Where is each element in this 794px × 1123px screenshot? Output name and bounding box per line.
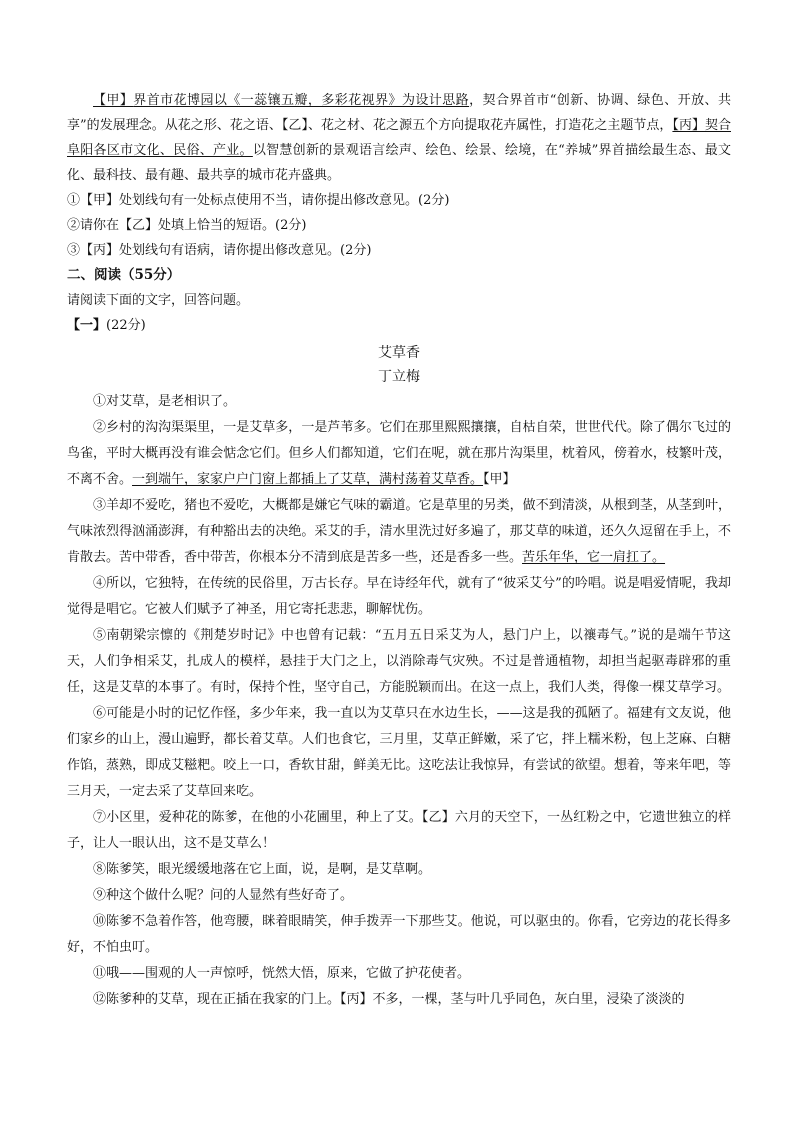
article-author: 丁立梅 <box>378 369 420 385</box>
intro-text-rest: 以智慧创新的景观语言绘声、绘色、绘景、绘境，在“养城”界首描绘最生态、最文化、最科技、最有趣、最共享的城市花卉盛典。 <box>67 143 731 183</box>
article-paragraph: ④所以，它独特，在传统的民俗里，万古长存。早在诗经年代，就有了“彼采艾兮”的吟唱。说是唱爱情呢，我却觉得是唱它。它被人们赋予了神圣，用它寄托悲悲，聊解忧伤。 <box>67 576 731 617</box>
article-paragraph: ⑧陈爹笑，眼光缓缓地落在它上面，说，是啊，是艾草啊。 <box>93 862 432 877</box>
p3-text: ③羊却不爱吃，猪也不爱吃，大概都是嫌它气味的霸道。它是草里的另类，做不到清淡，从根到茎，从茎到叶，气味浓烈得汹涌澎湃，有种豁出去的决绝。采艾的手，清水里洗过好多遍了，那艾草的味道，还久久逗留在手上，不肯散去。苦中带香，香中带苦，你根本分不清到底是苦多一些，还是香多一些。 <box>67 498 731 565</box>
question-3: ③【丙】处划线句有语病，请你提出修改意见。(2分) <box>67 243 372 258</box>
article-title: 艾草香 <box>378 345 420 361</box>
article-paragraph: ⑩陈爹不急着作答，他弯腰，眯着眼睛笑，伸手拨弄一下那些艾。他说，可以驱虫的。你看，它旁边的花长得多好，不怕虫叮。 <box>67 914 731 955</box>
part-heading <box>67 313 731 338</box>
p2-underlined: 一到端午，家家户户门窗上都插上了艾草，满村荡着艾草香。 <box>132 472 484 487</box>
article-paragraph: ⑦小区里，爱种花的陈爹，在他的小花圃里，种上了艾。【乙】六月的天空下，一丛红粉之中，它遗世独立的样子，让人一眼认出，这不是艾草么！ <box>67 810 731 851</box>
section-instruction: 请阅读下面的文字，回答问题。 <box>67 293 250 308</box>
jia-sentence: 界首市花博园以《一蕊镶五瓣，多彩花视界》为设计思路 <box>133 93 470 108</box>
article-paragraph: ⑥可能是小时的记忆作怪，多少年来，我一直以为艾草只在水边生长，——这是我的孤陋了。福建有文友说，他们家乡的山上，漫山遍野，都长着艾草。人们也食它，三月里，艾草正鲜嫩，采了它，拌上糯米粉，包上芝麻、白糖作馅，蒸熟，即成艾糍粑。咬上一口，香软甘甜，鲜美无比。这吃法让我惊异，有尝试的欲望。想着，等来年吧，等三月天，一定去采了艾草回来吃。 <box>67 706 731 799</box>
article-paragraph <box>67 415 731 493</box>
article-paragraph: ⑨种这个做什么呢？问的人显然有些好奇了。 <box>93 888 354 903</box>
intro-paragraph <box>67 88 731 188</box>
p3-underlined: 苦乐年华，它一肩扛了。 <box>522 550 666 565</box>
article-paragraph: ⑤南朝梁宗懔的《荆楚岁时记》中也曾有记载：“五月五日采艾为人，悬门户上，以禳毒气。”说的是端午节这天，人们争相采艾，扎成人的模样，悬挂于大门之上，以消除毒气灾殃。不过是普通植物，却担当起驱毒辟邪的重任，这是艾草的本事了。有时，保持个性，坚守自己，方能脱颖而出。在这一点上，我们人类，得像一棵艾草学习。 <box>67 628 731 695</box>
article-paragraph: ⑫陈爹种的艾草，现在正插在我家的门上。【丙】不多，一棵，茎与叶几乎同色，灰白里，浸染了淡淡的 <box>93 992 685 1007</box>
document-page <box>67 88 731 1013</box>
article-paragraph <box>67 493 731 571</box>
article-paragraph: ①对艾草，是老相识了。 <box>93 394 237 409</box>
part-score: (22分) <box>106 318 146 333</box>
intro-jia-underlined <box>93 93 469 108</box>
question-1: ①【甲】处划线句有一处标点使用不当，请你提出修改意见。(2分) <box>67 193 450 208</box>
part-label: 【一】 <box>67 318 107 333</box>
section-heading: 二、阅读（55分） <box>67 267 181 283</box>
question-2: ②请你在【乙】处填上恰当的短语。(2分) <box>67 218 307 233</box>
p2-text: ②乡村的沟沟渠渠里，一是艾草多，一是芦苇多。它们在那里熙熙攘攘，自枯自荣，世世代代。除了偶尔飞过的鸟雀，平时大概再没有谁会惦念它们。但乡人们都知道，它们在呢，就在那片沟渠里，枕着风，傍着水，枝繁叶茂，不离不舍。 <box>67 420 731 487</box>
jia-label: 【甲】 <box>93 93 134 108</box>
p2-marker: 【甲】 <box>483 472 516 487</box>
article-paragraph: ⑪哦——围观的人一声惊呼，恍然大悟，原来，它做了护花使者。 <box>93 966 471 981</box>
intro-text: ，契合界首市“创新、协调、绿色、开放、共享”的发展理念。从花之形、花之语、【乙】、花之材、花之源五个方向提取花卉属性，打造花之主题节点， <box>67 93 731 133</box>
intro-bing-underlined: 【丙】契合阜阳各区市文化、民俗、产业。 <box>67 118 731 158</box>
